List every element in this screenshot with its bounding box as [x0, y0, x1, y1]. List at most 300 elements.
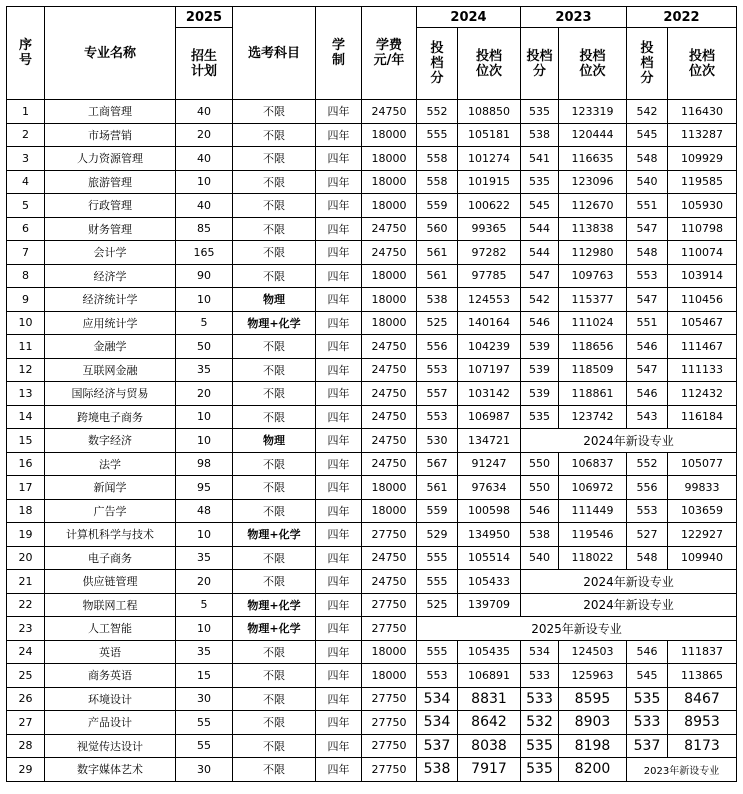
- row-score-2022: 537: [627, 734, 668, 758]
- row-score-2024: 560: [417, 217, 458, 241]
- row-fee: 18000: [362, 264, 417, 288]
- row-rank-2024: 100622: [458, 194, 521, 218]
- row-fee: 24750: [362, 570, 417, 594]
- row-score-2023: 546: [521, 311, 559, 335]
- row-score-2023: 550: [521, 452, 559, 476]
- row-seq: 29: [7, 758, 45, 782]
- row-score-2024: 556: [417, 335, 458, 359]
- admission-table: [6, 6, 737, 782]
- row-subject: 不限: [233, 499, 316, 523]
- row-major: 财务管理: [45, 217, 176, 241]
- row-score-2022: 545: [627, 123, 668, 147]
- row-score-2024: 558: [417, 170, 458, 194]
- row-score-2024: 538: [417, 288, 458, 312]
- table-row: [7, 640, 737, 664]
- row-subject: 不限: [233, 734, 316, 758]
- row-rank-2024: 7917: [458, 758, 521, 782]
- row-seq: 5: [7, 194, 45, 218]
- row-plan: 98: [176, 452, 233, 476]
- row-score-2022: 551: [627, 194, 668, 218]
- row-plan: 10: [176, 405, 233, 429]
- row-rank-2022: 119585: [668, 170, 737, 194]
- table-row: [7, 758, 737, 782]
- row-new-major-note: 2023年新设专业: [627, 758, 737, 782]
- row-seq: 22: [7, 593, 45, 617]
- row-plan: 35: [176, 546, 233, 570]
- row-seq: 14: [7, 405, 45, 429]
- row-rank-2023: 109763: [559, 264, 627, 288]
- row-fee: 27750: [362, 711, 417, 735]
- row-seq: 20: [7, 546, 45, 570]
- row-plan: 55: [176, 711, 233, 735]
- row-duration: 四年: [316, 429, 362, 453]
- row-score-2023: 540: [521, 546, 559, 570]
- header-year-2025: 2025: [176, 7, 233, 28]
- row-score-2022: 545: [627, 664, 668, 688]
- row-score-2024: 555: [417, 640, 458, 664]
- row-score-2024: 558: [417, 147, 458, 171]
- row-rank-2024: 139709: [458, 593, 521, 617]
- row-duration: 四年: [316, 311, 362, 335]
- row-seq: 7: [7, 241, 45, 265]
- row-score-2023: 547: [521, 264, 559, 288]
- row-major: 行政管理: [45, 194, 176, 218]
- row-major: 视觉传达设计: [45, 734, 176, 758]
- row-subject: 不限: [233, 264, 316, 288]
- row-plan: 48: [176, 499, 233, 523]
- row-rank-2023: 118022: [559, 546, 627, 570]
- row-fee: 24750: [362, 100, 417, 124]
- table-row: [7, 711, 737, 735]
- row-fee: 24750: [362, 405, 417, 429]
- row-rank-2024: 97785: [458, 264, 521, 288]
- header-rank-2022: 投档位次: [668, 28, 737, 100]
- row-fee: 24750: [362, 358, 417, 382]
- row-major: 人工智能: [45, 617, 176, 641]
- table-row: [7, 288, 737, 312]
- row-duration: 四年: [316, 711, 362, 735]
- row-rank-2022: 109940: [668, 546, 737, 570]
- row-duration: 四年: [316, 664, 362, 688]
- row-seq: 12: [7, 358, 45, 382]
- row-fee: 18000: [362, 640, 417, 664]
- row-major: 金融学: [45, 335, 176, 359]
- table-body: [7, 100, 737, 782]
- row-rank-2023: 118656: [559, 335, 627, 359]
- row-rank-2023: 8903: [559, 711, 627, 735]
- row-seq: 3: [7, 147, 45, 171]
- row-new-major-note: 2024年新设专业: [521, 570, 737, 594]
- row-duration: 四年: [316, 241, 362, 265]
- row-score-2024: 559: [417, 499, 458, 523]
- row-fee: 24750: [362, 429, 417, 453]
- row-score-2022: 551: [627, 311, 668, 335]
- row-duration: 四年: [316, 617, 362, 641]
- row-rank-2022: 103914: [668, 264, 737, 288]
- table-row: [7, 100, 737, 124]
- row-seq: 17: [7, 476, 45, 500]
- row-major: 供应链管理: [45, 570, 176, 594]
- row-rank-2022: 111837: [668, 640, 737, 664]
- row-rank-2024: 124553: [458, 288, 521, 312]
- row-major: 新闻学: [45, 476, 176, 500]
- row-rank-2023: 106972: [559, 476, 627, 500]
- row-rank-2024: 99365: [458, 217, 521, 241]
- table-row: [7, 170, 737, 194]
- row-seq: 16: [7, 452, 45, 476]
- row-seq: 4: [7, 170, 45, 194]
- row-rank-2024: 106891: [458, 664, 521, 688]
- row-fee: 27750: [362, 593, 417, 617]
- row-seq: 2: [7, 123, 45, 147]
- table-row: [7, 617, 737, 641]
- table-row: [7, 335, 737, 359]
- row-duration: 四年: [316, 452, 362, 476]
- row-score-2023: 539: [521, 358, 559, 382]
- row-rank-2023: 124503: [559, 640, 627, 664]
- row-rank-2024: 97282: [458, 241, 521, 265]
- header-duration: 学制: [316, 7, 362, 100]
- row-rank-2024: 107197: [458, 358, 521, 382]
- table-row: [7, 452, 737, 476]
- row-subject: 不限: [233, 664, 316, 688]
- row-rank-2024: 91247: [458, 452, 521, 476]
- row-subject: 物理+化学: [233, 311, 316, 335]
- table-row: [7, 687, 737, 711]
- row-subject: 不限: [233, 147, 316, 171]
- table-row: [7, 734, 737, 758]
- row-subject: 不限: [233, 194, 316, 218]
- row-new-major-note: 2024年新设专业: [521, 429, 737, 453]
- row-plan: 10: [176, 429, 233, 453]
- header-score-2023: 投档分: [521, 28, 559, 100]
- row-rank-2023: 106837: [559, 452, 627, 476]
- row-fee: 27750: [362, 523, 417, 547]
- row-plan: 35: [176, 640, 233, 664]
- row-major: 应用统计学: [45, 311, 176, 335]
- table-row: [7, 217, 737, 241]
- row-rank-2022: 116184: [668, 405, 737, 429]
- row-plan: 10: [176, 170, 233, 194]
- row-rank-2024: 101915: [458, 170, 521, 194]
- row-plan: 90: [176, 264, 233, 288]
- row-plan: 40: [176, 194, 233, 218]
- row-rank-2022: 8173: [668, 734, 737, 758]
- row-score-2023: 532: [521, 711, 559, 735]
- row-score-2024: 534: [417, 711, 458, 735]
- row-score-2023: 550: [521, 476, 559, 500]
- header-year-2023: 2023: [521, 7, 627, 28]
- row-rank-2023: 8200: [559, 758, 627, 782]
- row-seq: 13: [7, 382, 45, 406]
- row-fee: 18000: [362, 170, 417, 194]
- row-rank-2024: 103142: [458, 382, 521, 406]
- row-rank-2022: 99833: [668, 476, 737, 500]
- row-score-2022: 542: [627, 100, 668, 124]
- row-rank-2023: 112980: [559, 241, 627, 265]
- header-rank-2023: 投档位次: [559, 28, 627, 100]
- table-row: [7, 241, 737, 265]
- row-fee: 24750: [362, 217, 417, 241]
- row-rank-2022: 113287: [668, 123, 737, 147]
- row-score-2022: 553: [627, 499, 668, 523]
- row-duration: 四年: [316, 123, 362, 147]
- row-plan: 55: [176, 734, 233, 758]
- row-score-2023: 535: [521, 734, 559, 758]
- row-rank-2024: 105435: [458, 640, 521, 664]
- row-plan: 5: [176, 311, 233, 335]
- row-plan: 40: [176, 147, 233, 171]
- row-duration: 四年: [316, 264, 362, 288]
- row-subject: 不限: [233, 170, 316, 194]
- row-duration: 四年: [316, 382, 362, 406]
- row-duration: 四年: [316, 593, 362, 617]
- row-rank-2023: 115377: [559, 288, 627, 312]
- row-plan: 10: [176, 288, 233, 312]
- row-fee: 27750: [362, 687, 417, 711]
- row-major: 商务英语: [45, 664, 176, 688]
- row-rank-2022: 105930: [668, 194, 737, 218]
- row-score-2022: 533: [627, 711, 668, 735]
- row-fee: 27750: [362, 734, 417, 758]
- row-duration: 四年: [316, 687, 362, 711]
- row-rank-2023: 118861: [559, 382, 627, 406]
- row-rank-2024: 8038: [458, 734, 521, 758]
- row-rank-2022: 110074: [668, 241, 737, 265]
- row-plan: 95: [176, 476, 233, 500]
- row-subject: 不限: [233, 358, 316, 382]
- table-row: [7, 429, 737, 453]
- row-subject: 不限: [233, 476, 316, 500]
- row-subject: 不限: [233, 758, 316, 782]
- row-duration: 四年: [316, 100, 362, 124]
- row-seq: 23: [7, 617, 45, 641]
- row-duration: 四年: [316, 358, 362, 382]
- row-score-2023: 535: [521, 100, 559, 124]
- header-major: 专业名称: [45, 7, 176, 100]
- row-duration: 四年: [316, 147, 362, 171]
- row-rank-2022: 111133: [668, 358, 737, 382]
- row-fee: 24750: [362, 335, 417, 359]
- table-row: [7, 358, 737, 382]
- row-score-2024: 553: [417, 405, 458, 429]
- row-duration: 四年: [316, 170, 362, 194]
- row-major: 市场营销: [45, 123, 176, 147]
- row-major: 国际经济与贸易: [45, 382, 176, 406]
- row-plan: 20: [176, 382, 233, 406]
- row-duration: 四年: [316, 523, 362, 547]
- row-fee: 18000: [362, 664, 417, 688]
- row-score-2022: 546: [627, 335, 668, 359]
- row-fee: 24750: [362, 452, 417, 476]
- row-seq: 15: [7, 429, 45, 453]
- row-fee: 27750: [362, 758, 417, 782]
- row-score-2024: 553: [417, 664, 458, 688]
- row-plan: 30: [176, 687, 233, 711]
- row-rank-2022: 105077: [668, 452, 737, 476]
- row-score-2023: 535: [521, 170, 559, 194]
- row-major: 法学: [45, 452, 176, 476]
- row-subject: 不限: [233, 687, 316, 711]
- row-score-2022: 540: [627, 170, 668, 194]
- row-subject: 不限: [233, 711, 316, 735]
- header-seq: 序号: [7, 7, 45, 100]
- row-score-2023: 539: [521, 382, 559, 406]
- row-score-2023: 544: [521, 241, 559, 265]
- row-subject: 物理+化学: [233, 593, 316, 617]
- row-rank-2022: 8953: [668, 711, 737, 735]
- row-major: 电子商务: [45, 546, 176, 570]
- row-rank-2024: 97634: [458, 476, 521, 500]
- row-subject: 不限: [233, 123, 316, 147]
- row-seq: 18: [7, 499, 45, 523]
- row-subject: 物理: [233, 288, 316, 312]
- row-rank-2024: 106987: [458, 405, 521, 429]
- row-rank-2024: 105514: [458, 546, 521, 570]
- row-rank-2022: 113865: [668, 664, 737, 688]
- table-row: [7, 123, 737, 147]
- row-rank-2023: 120444: [559, 123, 627, 147]
- row-score-2022: 553: [627, 264, 668, 288]
- table-row: [7, 382, 737, 406]
- table-row: [7, 311, 737, 335]
- row-score-2022: 547: [627, 358, 668, 382]
- row-major: 经济学: [45, 264, 176, 288]
- row-score-2023: 538: [521, 523, 559, 547]
- row-rank-2024: 140164: [458, 311, 521, 335]
- row-duration: 四年: [316, 499, 362, 523]
- row-fee: 18000: [362, 123, 417, 147]
- row-score-2022: 548: [627, 241, 668, 265]
- row-rank-2022: 111467: [668, 335, 737, 359]
- row-score-2023: 544: [521, 217, 559, 241]
- table-row: [7, 546, 737, 570]
- row-rank-2024: 105181: [458, 123, 521, 147]
- header-score-2024: 投档分: [417, 28, 458, 100]
- row-plan: 35: [176, 358, 233, 382]
- row-score-2023: 535: [521, 405, 559, 429]
- row-score-2024: 530: [417, 429, 458, 453]
- row-duration: 四年: [316, 758, 362, 782]
- row-fee: 18000: [362, 499, 417, 523]
- row-fee: 18000: [362, 147, 417, 171]
- row-major: 数字媒体艺术: [45, 758, 176, 782]
- row-rank-2024: 105433: [458, 570, 521, 594]
- row-rank-2023: 111024: [559, 311, 627, 335]
- row-major: 计算机科学与技术: [45, 523, 176, 547]
- row-score-2022: 535: [627, 687, 668, 711]
- row-major: 人力资源管理: [45, 147, 176, 171]
- row-major: 互联网金融: [45, 358, 176, 382]
- row-major: 数字经济: [45, 429, 176, 453]
- row-score-2023: 538: [521, 123, 559, 147]
- row-rank-2022: 110798: [668, 217, 737, 241]
- row-seq: 10: [7, 311, 45, 335]
- row-score-2022: 546: [627, 382, 668, 406]
- row-score-2024: 557: [417, 382, 458, 406]
- row-rank-2024: 134950: [458, 523, 521, 547]
- row-fee: 18000: [362, 288, 417, 312]
- row-score-2024: 525: [417, 311, 458, 335]
- row-rank-2024: 134721: [458, 429, 521, 453]
- row-score-2022: 556: [627, 476, 668, 500]
- row-rank-2024: 8642: [458, 711, 521, 735]
- row-seq: 8: [7, 264, 45, 288]
- row-fee: 18000: [362, 311, 417, 335]
- row-duration: 四年: [316, 476, 362, 500]
- table-row: [7, 523, 737, 547]
- row-score-2023: 546: [521, 499, 559, 523]
- header-year-2022: 2022: [627, 7, 737, 28]
- row-major: 英语: [45, 640, 176, 664]
- header-fee: 学费元/年: [362, 7, 417, 100]
- row-seq: 6: [7, 217, 45, 241]
- row-subject: 不限: [233, 570, 316, 594]
- row-rank-2022: 8467: [668, 687, 737, 711]
- row-score-2023: 541: [521, 147, 559, 171]
- row-seq: 21: [7, 570, 45, 594]
- header-plan: 招生计划: [176, 28, 233, 100]
- row-rank-2023: 123096: [559, 170, 627, 194]
- row-subject: 不限: [233, 405, 316, 429]
- row-rank-2024: 8831: [458, 687, 521, 711]
- row-rank-2022: 105467: [668, 311, 737, 335]
- row-seq: 11: [7, 335, 45, 359]
- row-score-2022: 527: [627, 523, 668, 547]
- table-row: [7, 147, 737, 171]
- row-score-2024: 555: [417, 570, 458, 594]
- row-major: 跨境电子商务: [45, 405, 176, 429]
- row-subject: 不限: [233, 640, 316, 664]
- row-seq: 1: [7, 100, 45, 124]
- row-subject: 不限: [233, 241, 316, 265]
- row-score-2022: 552: [627, 452, 668, 476]
- row-rank-2023: 113838: [559, 217, 627, 241]
- row-major: 会计学: [45, 241, 176, 265]
- table-row: [7, 593, 737, 617]
- table-row: [7, 664, 737, 688]
- row-score-2024: 552: [417, 100, 458, 124]
- row-score-2023: 545: [521, 194, 559, 218]
- row-score-2022: 547: [627, 217, 668, 241]
- table-row: [7, 570, 737, 594]
- table-row: [7, 405, 737, 429]
- row-subject: 不限: [233, 546, 316, 570]
- row-duration: 四年: [316, 217, 362, 241]
- row-duration: 四年: [316, 194, 362, 218]
- row-score-2024: 561: [417, 476, 458, 500]
- row-duration: 四年: [316, 288, 362, 312]
- row-plan: 85: [176, 217, 233, 241]
- row-rank-2024: 108850: [458, 100, 521, 124]
- row-rank-2024: 104239: [458, 335, 521, 359]
- row-seq: 28: [7, 734, 45, 758]
- row-score-2024: 555: [417, 123, 458, 147]
- row-subject: 物理+化学: [233, 523, 316, 547]
- row-rank-2023: 116635: [559, 147, 627, 171]
- header-score-2022: 投档分: [627, 28, 668, 100]
- row-score-2022: 543: [627, 405, 668, 429]
- row-rank-2022: 122927: [668, 523, 737, 547]
- row-new-major-note: 2025年新设专业: [417, 617, 737, 641]
- row-rank-2023: 123742: [559, 405, 627, 429]
- row-score-2024: 555: [417, 546, 458, 570]
- row-plan: 15: [176, 664, 233, 688]
- header-rank-2024: 投档位次: [458, 28, 521, 100]
- row-seq: 27: [7, 711, 45, 735]
- row-rank-2022: 110456: [668, 288, 737, 312]
- row-score-2024: 537: [417, 734, 458, 758]
